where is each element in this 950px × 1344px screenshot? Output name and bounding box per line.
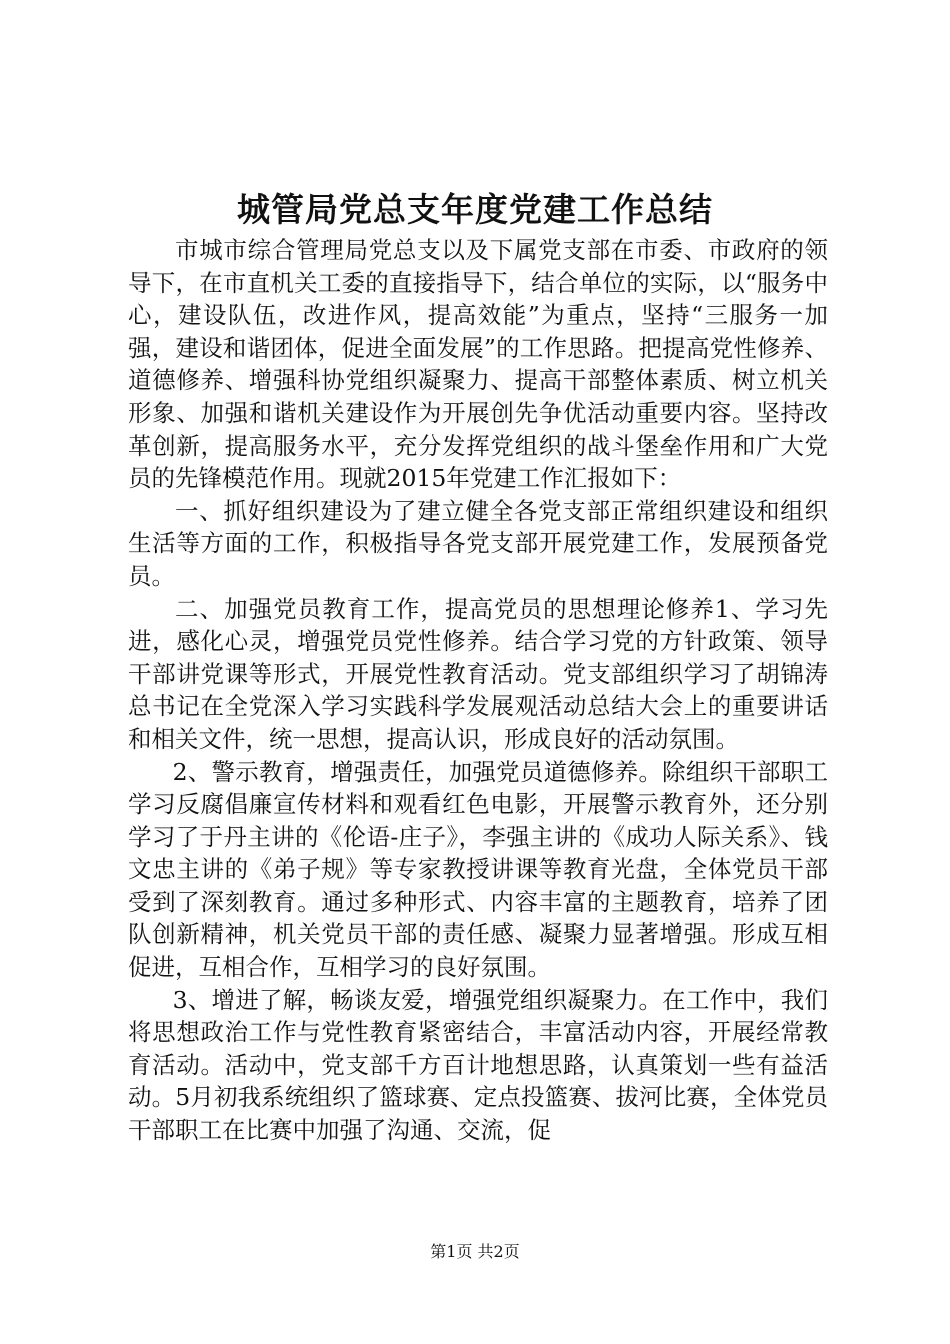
paragraph-cohesion: 3、增进了解，畅谈友爱，增强党组织凝聚力。在工作中，我们将思想政治工作与党性教育紧密结合，丰富活动内容，开展经常教育活动。活动中，党支部千方百计地想思路，认真策划一些有益活动。5月初我系统组织了篮球赛、定点投篮赛、拔河比赛，全体党员干部职工在比赛中加强了沟通、交流，促 [128,985,828,1145]
page-number-footer: 第1页 共2页 [430,1242,520,1261]
paragraph-intro: 市城市综合管理局党总支以及下属党支部在市委、市政府的领导下，在市直机关工委的直接指导下，结合单位的实际，以“服务中心，建设队伍，改进作风，提高效能”为重点，坚持“三服务一加强，建设和谐团体，促进全面发展”的工作思路。把提高党性修养、道德修养、增强科协党组织凝聚力、提高干部整体素质、树立机关形象、加强和谐机关建设作为开展创先争优活动重要内容。坚持改革创新，提高服务水平，充分发挥党组织的战斗堡垒作用和广大党员的先锋模范作用。现就2015年党建工作汇报如下： [128,236,828,493]
document-body [128,234,828,1147]
paragraph-education: 二、加强党员教育工作，提高党员的思想理论修养1、学习先进，感化心灵，增强党员党性修养。结合学习党的方针政策、领导干部讲党课等形式，开展党性教育活动。党支部组织学习了胡锦涛总书记在全党深入学习实践科学发展观活动总结大会上的重要讲话和相关文件，统一思想，提高认识，形成良好的活动氛围。 [128,594,828,753]
document-title: 城管局党总支年度党建工作总结 [237,190,713,229]
paragraph-organization: 一、抓好组织建设为了建立健全各党支部正常组织建设和组织生活等方面的工作，积极指导各党支部开展党建工作，发展预备党员。 [128,496,828,590]
paragraph-warning-education: 2、警示教育，增强责任，加强党员道德修养。除组织干部职工学习反腐倡廉宣传材料和观看红色电影，开展警示教育外，还分别学习了于丹主讲的《伦语-庄子》，李强主讲的《成功人际关系》、钱文忠主讲的《弟子规》等专家教授讲课等教育光盘，全体党员干部受到了深刻教育。通过多种形式、内容丰富的主题教育，培养了团队创新精神，机关党员干部的责任感、凝聚力显著增强。形成互相促进，互相合作，互相学习的良好氛围。 [128,757,828,982]
